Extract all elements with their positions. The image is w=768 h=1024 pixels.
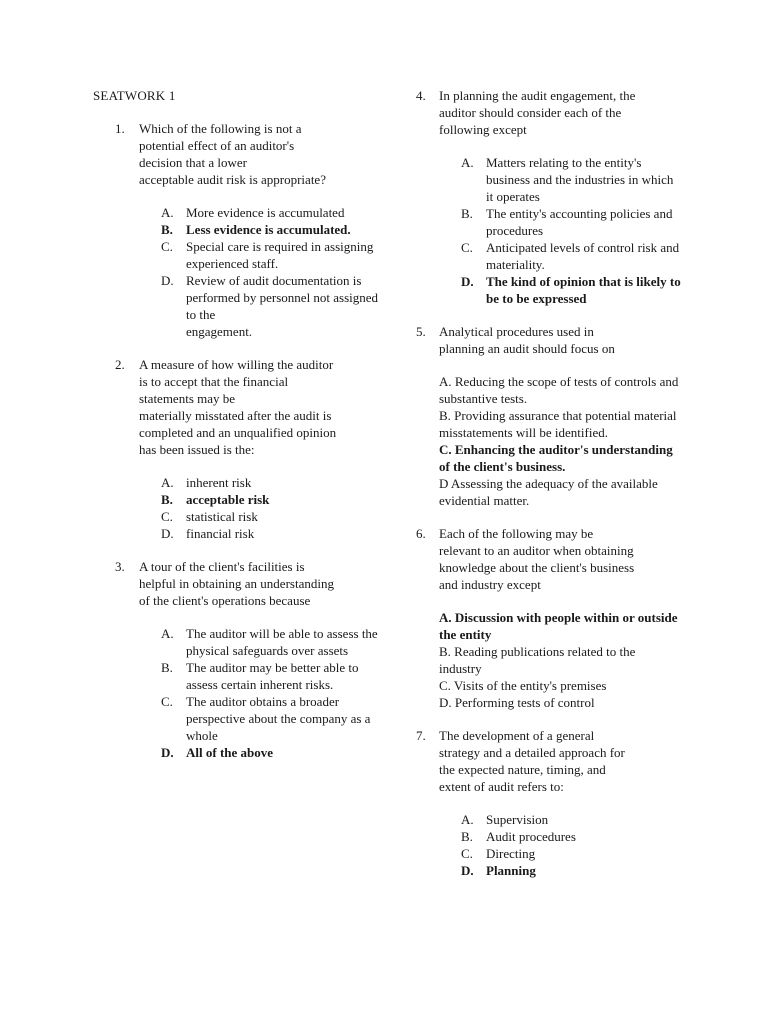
question-text: Which of the following is not a potential effect of an auditor's decision that a lower acceptable audit risk is appropriate?	[139, 121, 326, 187]
option-letter: C.	[461, 240, 473, 255]
answer-option	[439, 811, 681, 828]
option-text: Audit procedures	[486, 829, 576, 844]
option-letter: C.	[161, 694, 173, 709]
answer-option	[439, 845, 681, 862]
right-column	[416, 87, 681, 895]
option-letter: B.	[161, 492, 173, 507]
left-column	[93, 87, 383, 777]
answer-options	[439, 373, 681, 509]
question-item	[93, 558, 383, 761]
option-text: Anticipated levels of control risk and materiality.	[486, 240, 680, 272]
option-letter: D.	[461, 863, 474, 878]
answer-option-correct	[139, 491, 383, 508]
option-text: C. Visits of the entity's premises	[439, 678, 607, 693]
answer-option	[439, 154, 681, 205]
answer-option	[439, 643, 681, 677]
option-letter: D.	[161, 526, 174, 541]
answer-option	[439, 475, 681, 509]
option-text: Special care is required in assigning experienced staff.	[186, 239, 374, 271]
question-number: 7.	[416, 728, 426, 743]
option-text: The entity's accounting policies and procedures	[486, 206, 673, 238]
answer-options	[439, 811, 681, 879]
question-number: 5.	[416, 324, 426, 339]
option-text: D. Performing tests of control	[439, 695, 595, 710]
option-text: Less evidence is accumulated.	[186, 222, 351, 237]
option-letter: A.	[161, 205, 174, 220]
option-text: The auditor obtains a broader perspective about the company as a whole	[186, 694, 371, 743]
question-text: Analytical procedures used in planning an audit should focus on	[439, 324, 615, 356]
option-text: C. Enhancing the auditor's understanding of the client's business.	[439, 442, 673, 474]
option-letter: D.	[161, 273, 174, 288]
answer-options	[439, 154, 681, 307]
option-text: inherent risk	[186, 475, 252, 490]
option-letter: A.	[461, 812, 474, 827]
question-item	[416, 525, 681, 711]
answer-option	[139, 238, 383, 272]
answer-option	[439, 828, 681, 845]
question-number: 3.	[115, 559, 125, 574]
answer-option-correct	[139, 744, 383, 761]
option-letter: C.	[461, 846, 473, 861]
option-text: B. Reading publications related to the industry	[439, 644, 636, 676]
option-letter: A.	[161, 475, 174, 490]
question-text: The development of a general strategy and a detailed approach for the expected nature, timing, and extent of audit refers to:	[439, 728, 625, 794]
question-number: 1.	[115, 121, 125, 136]
option-letter: C.	[161, 509, 173, 524]
answer-option-correct	[139, 221, 383, 238]
answer-options	[439, 609, 681, 711]
right-question-list	[416, 87, 681, 879]
question-number: 2.	[115, 357, 125, 372]
question-text: In planning the audit engagement, the auditor should consider each of the following except	[439, 88, 636, 137]
option-letter: A.	[161, 626, 174, 641]
answer-option-correct	[439, 609, 681, 643]
question-item	[416, 727, 681, 879]
question-item	[93, 120, 383, 340]
option-text: financial risk	[186, 526, 255, 541]
option-text: D Assessing the adequacy of the available evidential matter.	[439, 476, 658, 508]
answer-option-correct	[439, 441, 681, 475]
answer-option	[139, 625, 383, 659]
option-text: B. Providing assurance that potential material misstatements will be identified.	[439, 408, 677, 440]
answer-option	[139, 204, 383, 221]
option-text: The auditor will be able to assess the physical safeguards over assets	[186, 626, 378, 658]
answer-option	[439, 694, 681, 711]
question-text: Each of the following may be relevant to an auditor when obtaining knowledge about the client's business and industry except	[439, 526, 635, 592]
option-text: The auditor may be better able to assess certain inherent risks.	[186, 660, 359, 692]
answer-option	[439, 407, 681, 441]
option-text: The kind of opinion that is likely to be to be expressed	[486, 274, 681, 306]
option-letter: D.	[161, 745, 174, 760]
option-text: Supervision	[486, 812, 549, 827]
page-title: SEATWORK 1	[93, 88, 176, 103]
answer-option	[439, 677, 681, 694]
left-question-list	[93, 120, 383, 761]
answer-option	[139, 474, 383, 491]
option-letter: D.	[461, 274, 474, 289]
question-item	[416, 323, 681, 509]
option-text: Planning	[486, 863, 536, 878]
option-text: A. Discussion with people within or outside the entity	[439, 610, 678, 642]
option-text: Review of audit documentation is performed by personnel not assigned to the engagement.	[186, 273, 379, 339]
answer-option	[439, 239, 681, 273]
question-text: A measure of how willing the auditor is to accept that the financial statements may be materially misstated after the audit is completed and an unqualified opinion has been issued is the:	[139, 357, 337, 457]
answer-option	[139, 508, 383, 525]
question-number: 6.	[416, 526, 426, 541]
option-letter: C.	[161, 239, 173, 254]
answer-option	[439, 205, 681, 239]
answer-option-correct	[439, 273, 681, 307]
answer-option	[139, 693, 383, 744]
option-text: Directing	[486, 846, 536, 861]
option-text: statistical risk	[186, 509, 258, 524]
answer-options	[139, 474, 383, 542]
option-text: More evidence is accumulated	[186, 205, 345, 220]
option-text: A. Reducing the scope of tests of controls and substantive tests.	[439, 374, 679, 406]
option-text: Matters relating to the entity's business and the industries in which it operates	[486, 155, 674, 204]
answer-options	[139, 625, 383, 761]
answer-option	[139, 525, 383, 542]
answer-option	[139, 659, 383, 693]
option-text: acceptable risk	[186, 492, 270, 507]
question-item	[416, 87, 681, 307]
answer-option	[139, 272, 383, 340]
question-text: A tour of the client's facilities is helpful in obtaining an understanding of the client's operations because	[139, 559, 334, 608]
option-letter: B.	[161, 222, 173, 237]
question-item	[93, 356, 383, 542]
option-letter: B.	[161, 660, 173, 675]
question-number: 4.	[416, 88, 426, 103]
option-letter: B.	[461, 829, 473, 844]
answer-option-correct	[439, 862, 681, 879]
answer-option	[439, 373, 681, 407]
answer-options	[139, 204, 383, 340]
option-letter: B.	[461, 206, 473, 221]
option-text: All of the above	[186, 745, 274, 760]
option-letter: A.	[461, 155, 474, 170]
